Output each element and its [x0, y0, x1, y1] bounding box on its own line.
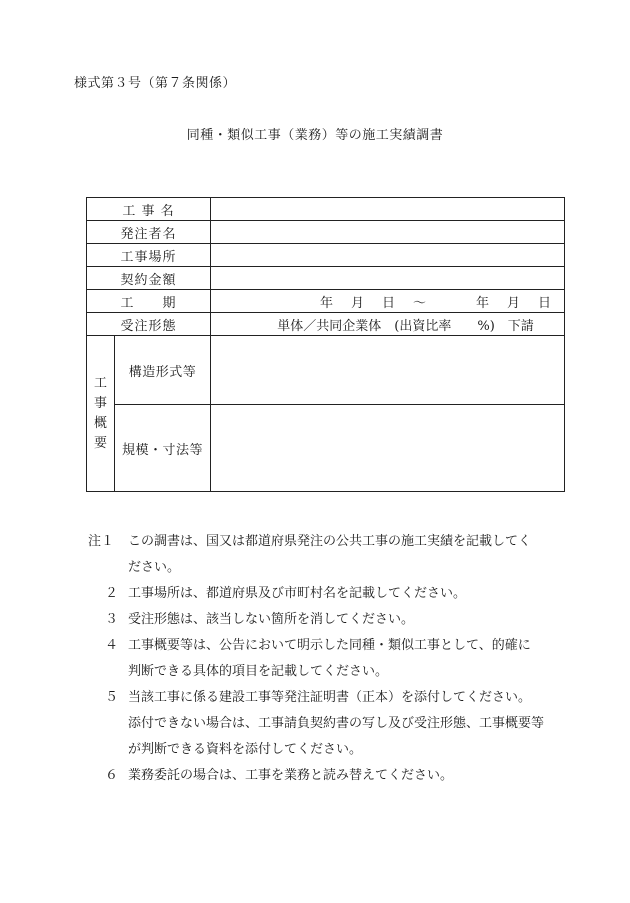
period-day-end: 日	[538, 295, 552, 311]
row-client-name	[87, 221, 565, 244]
row-period	[87, 290, 565, 313]
note-text: 工事概要等は、公告において明示した同種・類似工事として、的確に	[128, 638, 531, 653]
note-number: ３	[104, 612, 118, 627]
note-text: 工事場所は、都道府県及び市町村名を記載してください。	[128, 586, 467, 601]
note-text: 業務委託の場合は、工事を業務と読み替えてください。	[128, 768, 454, 783]
note-number: ４	[104, 638, 118, 653]
field-contract-amount[interactable]	[211, 267, 565, 290]
label-scale-dimensions: 規模・寸法等	[115, 405, 211, 492]
field-project-name[interactable]	[211, 198, 565, 221]
row-contract-amount	[87, 267, 565, 290]
label-period: 工 期	[87, 290, 211, 313]
form-number: 様式第３号（第７条関係）	[74, 76, 237, 91]
note-text: 当該工事に係る建設工事等発注証明書（正本）を添付してください。	[128, 690, 532, 705]
field-scale-dimensions[interactable]	[211, 405, 565, 492]
note-number: ５	[104, 690, 118, 705]
note-5	[88, 685, 568, 763]
note-number: ２	[104, 586, 118, 601]
document-title: 同種・類似工事（業務）等の施工実績調書	[186, 128, 444, 143]
field-structure-type[interactable]	[211, 336, 565, 405]
row-project-site	[87, 244, 565, 267]
row-scale	[87, 405, 565, 492]
period-year-start: 年	[319, 295, 333, 311]
label-project-overview: 工 事 概 要	[87, 336, 115, 492]
record-table	[86, 197, 565, 492]
note-text-continued: ださい。	[128, 560, 181, 575]
note-2	[88, 581, 568, 607]
label-structure-type: 構造形式等	[115, 336, 211, 405]
row-contract-form	[87, 313, 565, 336]
label-contract-amount: 契約金額	[87, 267, 211, 290]
period-month-end: 月	[507, 295, 521, 311]
period-month-start: 月	[350, 295, 364, 311]
note-text-continued: 添付できない場合は、工事請負契約書の写し及び受注形態、工事概要等	[128, 716, 545, 731]
note-text-continued: が判断できる資料を添付してください。	[128, 742, 363, 757]
field-project-site[interactable]	[211, 244, 565, 267]
field-contract-form[interactable]: 単体／共同企業体 (出資比率 %) 下請	[211, 313, 565, 336]
row-structure	[87, 336, 565, 405]
note-number: ６	[104, 768, 118, 783]
note-text: この調書は、国又は都道府県発注の公共工事の施工実績を記載してく	[128, 534, 532, 549]
label-project-site: 工事場所	[87, 244, 211, 267]
note-6	[88, 763, 568, 789]
label-project-name: 工 事 名	[87, 198, 211, 221]
row-project-name	[87, 198, 565, 221]
note-4	[88, 633, 568, 685]
label-client-name: 発注者名	[87, 221, 211, 244]
note-text-continued: 判断できる具体的項目を記載してください。	[128, 664, 389, 679]
note-text: 受注形態は、該当しない箇所を消してください。	[128, 612, 415, 627]
period-tilde: ～	[413, 295, 427, 311]
field-client-name[interactable]	[211, 221, 565, 244]
note-1	[88, 529, 568, 581]
notes-section	[88, 529, 568, 789]
label-contract-form: 受注形態	[87, 313, 211, 336]
period-day-start: 日	[381, 295, 395, 311]
period-year-end: 年	[476, 295, 490, 311]
note-3	[88, 607, 568, 633]
note-number: 注１	[88, 534, 115, 549]
field-period[interactable]	[211, 290, 565, 313]
